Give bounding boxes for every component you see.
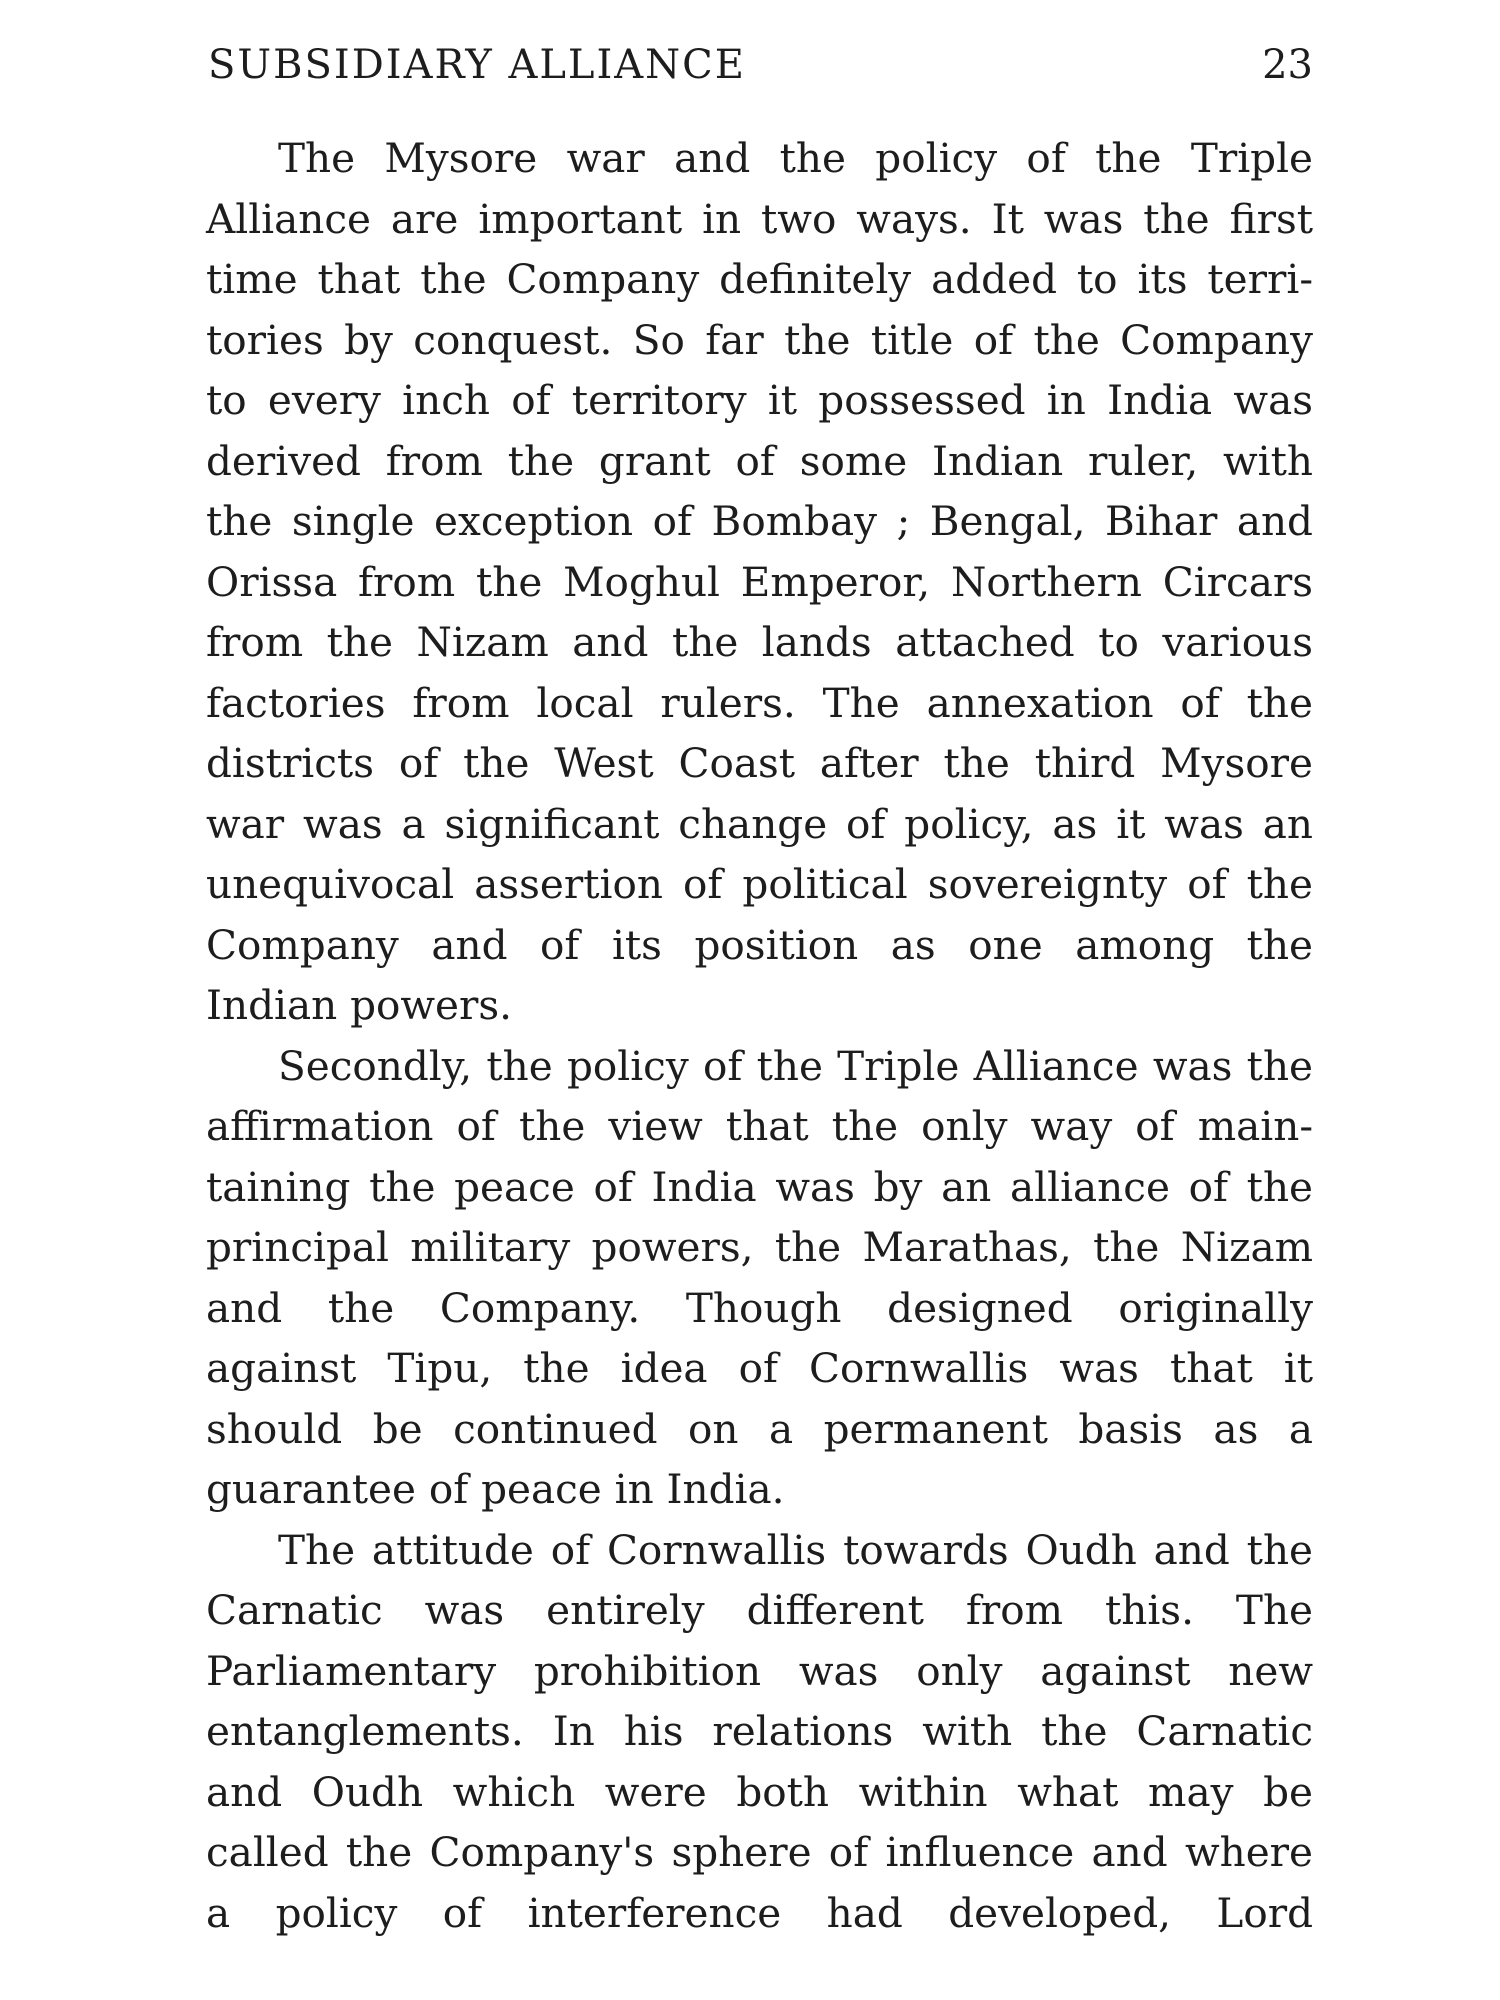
text-line: guarantee of peace in India. xyxy=(206,1465,785,1513)
text-line: Orissa from the Moghul Emperor, Northern Circars xyxy=(206,557,1313,606)
text-line: The Mysore war and the policy of the Triple xyxy=(278,134,1313,182)
text-line: principal military powers, the Marathas, the Nizam xyxy=(206,1223,1313,1271)
text-line: and Oudh which were both within what may be xyxy=(206,1767,1313,1816)
body-text xyxy=(206,128,1313,1943)
text-line: and the Company. Though designed originally xyxy=(206,1283,1313,1332)
text-line: The attitude of Cornwallis towards Oudh and the xyxy=(278,1525,1313,1574)
text-line: against Tipu, the idea of Cornwallis was that it xyxy=(206,1344,1313,1392)
text-line: Indian powers. xyxy=(206,981,513,1029)
text-line: derived from the grant of some Indian ruler, with xyxy=(206,436,1313,485)
text-line: taining the peace of India was by an alliance of the xyxy=(206,1162,1313,1211)
text-line: a policy of interference had developed, Lord xyxy=(206,1888,1313,1937)
running-head xyxy=(208,30,1313,100)
text-line: Parliamentary prohibition was only against new xyxy=(206,1646,1313,1695)
text-line: factories from local rulers. The annexation of the xyxy=(206,678,1313,727)
text-line: from the Nizam and the lands attached to various xyxy=(206,618,1313,666)
text-line: called the Company's sphere of influence and where xyxy=(206,1828,1313,1876)
running-title: SUBSIDIARY ALLIANCE xyxy=(208,42,746,88)
text-line: Carnatic was entirely different from this. The xyxy=(206,1586,1313,1634)
text-line: unequivocal assertion of political sovereignty of the xyxy=(206,860,1313,908)
text-line: should be continued on a permanent basis as a xyxy=(206,1404,1313,1453)
text-line: time that the Company definitely added to its terri- xyxy=(206,255,1313,303)
text-line: Company and of its position as one among the xyxy=(206,920,1313,969)
text-line: to every inch of territory it possessed in India was xyxy=(206,376,1313,424)
page-number: 23 xyxy=(1262,42,1313,88)
text-line: districts of the West Coast after the third Mysore xyxy=(206,739,1313,787)
text-line: tories by conquest. So far the title of the Company xyxy=(206,315,1313,364)
text-line: Secondly, the policy of the Triple Alliance was the xyxy=(278,1041,1313,1090)
text-line: war was a significant change of policy, as it was an xyxy=(206,799,1313,848)
text-line: affirmation of the view that the only way of main- xyxy=(206,1102,1313,1150)
text-line: entanglements. In his relations with the Carnatic xyxy=(206,1707,1313,1755)
text-line: Alliance are important in two ways. It was the first xyxy=(206,194,1313,243)
text-line: the single exception of Bombay ; Bengal, Bihar and xyxy=(206,497,1313,545)
